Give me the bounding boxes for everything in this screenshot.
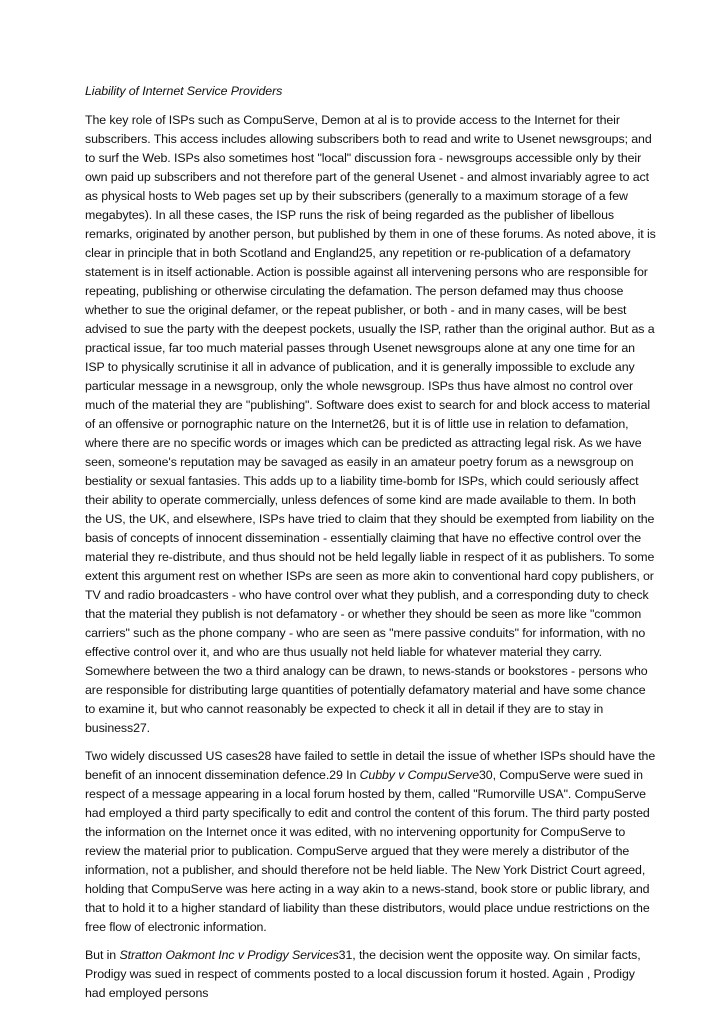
case-name-cubby: Cubby v CompuServe <box>359 768 479 782</box>
document-title: Liability of Internet Service Providers <box>85 84 283 98</box>
paragraph-3-text-b: 31, the decision went the opposite way. On similar facts, Prodigy was sued in respect of comments posted to a local discussion forum it hosted. Again , Prodigy had employed persons <box>85 948 641 1000</box>
case-name-stratton: Stratton Oakmont Inc v Prodigy Services <box>119 948 339 962</box>
paragraph-2 <box>85 747 656 937</box>
paragraph-2-text-b: 30, CompuServe were sued in respect of a message appearing in a local forum hosted by them, called "Rumorville USA". CompuServe had employed a third party specifically to edit and control the content of this forum. The third party posted the information on the Internet once it was edited, with no intervening opportunity for CompuServe to review the material prior to publication. CompuServe argued that they were merely a distributor of the information, not a publisher, and should therefore not be held liable. The New York District Court agreed, holding that CompuServe was here acting in a way akin to a news-stand, book store or public library, and that to hold it to a higher standard of liability than these distributors, would place undue restrictions on the free flow of electronic information. <box>85 768 650 934</box>
paragraph-3 <box>85 946 656 1003</box>
paragraph-3-text-a: But in <box>85 948 120 962</box>
paragraph-1: The key role of ISPs such as CompuServe, Demon at al is to provide access to the Internet for their subscribers. This access includes allowing subscribers both to read and write to Usenet newsgroups; and to surf the Web. ISPs also sometimes host "local" discussion fora - newsgroups accessible only by their own paid up subscribers and not therefore part of the general Usenet - and almost invariably agree to act as physical hosts to Web pages set up by their subscribers (generally to a maximum storage of a few megabytes). In all these cases, the ISP runs the risk of being regarded as the publisher of libellous remarks, originated by another person, but published by them in one of these forums. As noted above, it is clear in principle that in both Scotland and England25, any repetition or re-publication of a defamatory statement is in itself actionable. Action is possible against all intervening persons who are responsible for repeating, publishing or otherwise circulating the defamation. The person defamed may thus choose whether to sue the original defamer, or the repeat publisher, or both - and in many cases, will be best advised to sue the party with the deepest pockets, usually the ISP, rather than the original author. But as a practical issue, far too much material passes through Usenet newsgroups alone at any one time for an ISP to physically scrutinise it all in advance of publication, and it is generally impossible to exclude any particular message in a newsgroup, only the whole newsgroup. ISPs thus have almost no control over much of the material they are "publishing". Software does exist to search for and block access to material of an offensive or pornographic nature on the Internet26, but it is of little use in relation to defamation, where there are no specific words or images which can be predicted as attracting legal risk. As we have seen, someone's reputation may be savaged as easily in an amateur poetry forum as a newsgroup on bestiality or sexual fantasies. This adds up to a liability time-bomb for ISPs, which could seriously affect their ability to operate commercially, unless defences of some kind are made available to them. In both the US, the UK, and elsewhere, ISPs have tried to claim that they should be exempted from liability on the basis of concepts of innocent dissemination - essentially claiming that have no effective control over the material they re-distribute, and thus should not be held legally liable in respect of it as publishers. To some extent this argument rest on whether ISPs are seen as more akin to conventional hard copy publishers, or TV and radio broadcasters - who have control over what they publish, and a corresponding duty to check that the material they publish is not defamatory - or whether they should be seen as more like "common carriers" such as the phone company - who are seen as "mere passive conduits" for information, with no effective control over it, and who are thus usually not held liable for whatever material they carry. Somewhere between the two a third analogy can be drawn, to news-stands or bookstores - persons who are responsible for distributing large quantities of potentially defamatory material and have some chance to examine it, but who cannot reasonably be expected to check it all in detail if they are to stay in business27. <box>85 113 656 735</box>
document-page <box>85 82 656 1012</box>
paragraph-2-text-a: Two widely discussed US cases28 have failed to settle in detail the issue of whether ISPs should have the benefit of an innocent dissemination defence.29 In <box>85 749 656 782</box>
